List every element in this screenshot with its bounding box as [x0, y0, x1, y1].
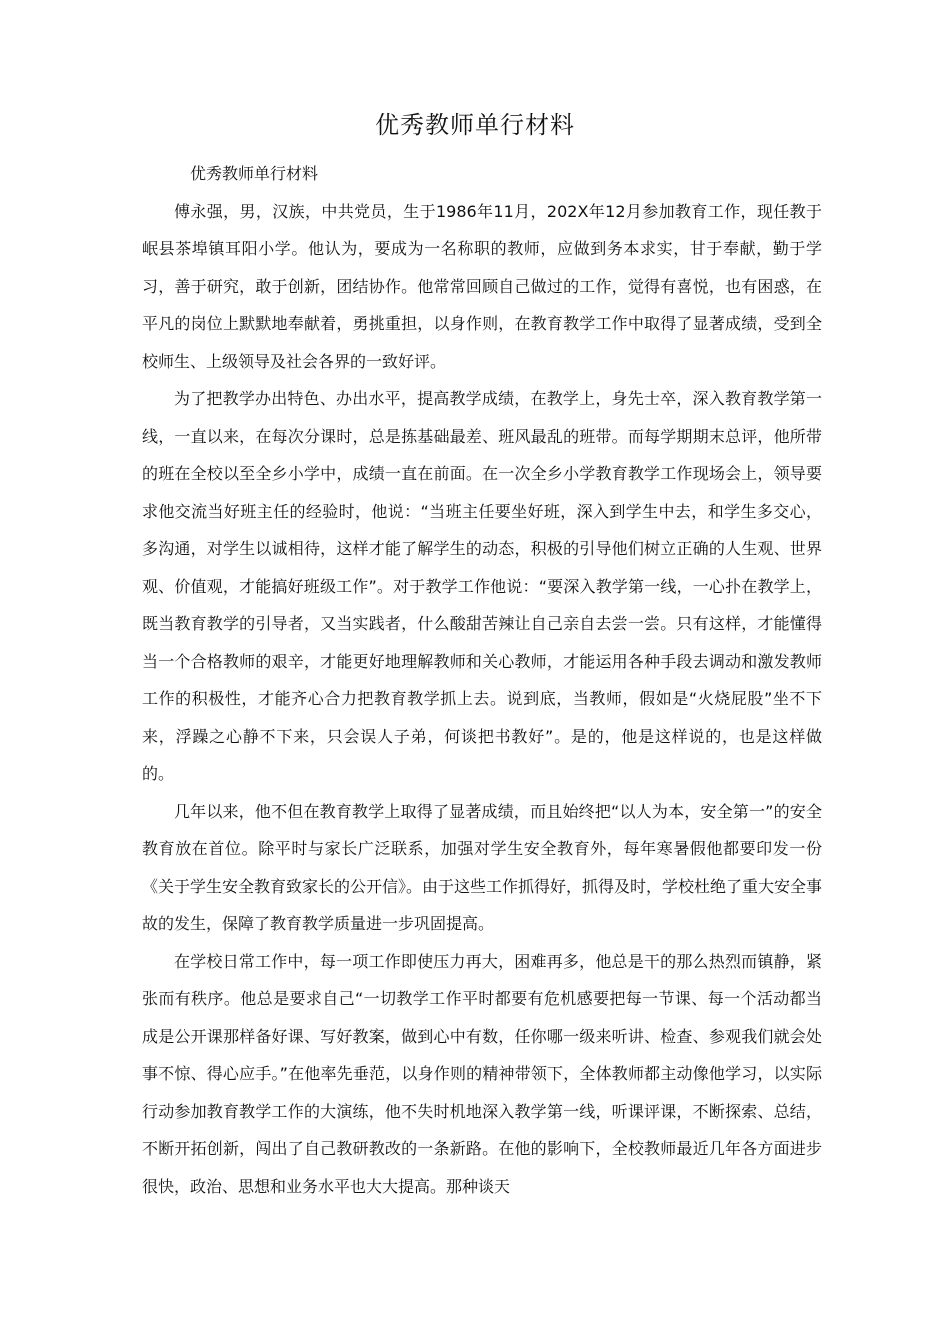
paragraph-teaching: 为了把教学办出特色、办出水平，提高教学成绩，在教学上，身先士卒，深入教育教学第一线，一直以来，在每次分课时，总是拣基础最差、班风最乱的班带。而每学期期末总评，他所带的班在全校以至全乡小学中，成绩一直在前面。在一次全乡小学教育教学工作现场会上，领导要求他交流当好班主任的经验时，他说：“当班主任要坐好班，深入到学生中去，和学生多交心，多沟通，对学生以诚相待，这样才能了解学生的动态，积极的引导他们树立正确的人生观、世界观、价值观，才能搞好班级工作”。对于教学工作他说：“要深入教学第一线，一心扑在教学上，既当教育教学的引导者，又当实践者，什么酸甜苦辣让自己亲自去尝一尝。只有这样，才能懂得当一个合格教师的艰辛，才能更好地理解教师和关心教师，才能运用各种手段去调动和激发教师工作的积极性，才能齐心合力把教育教学抓上去。说到底，当教师，假如是“火烧屁股”坐不下来，浮躁之心静不下来，只会误人子弟，何谈把书教好”。是的，他是这样说的，也是这样做的。 — [142, 389, 822, 783]
paragraph-daily-work: 在学校日常工作中，每一项工作即使压力再大，困难再多，他总是干的那么热烈而镇静，紧张而有秩序。他总是要求自己“一切教学工作平时都要有危机感要把每一节课、每一个活动都当成是公开课那样备好课、写好教案，做到心中有数，任你哪一级来听讲、检查、参观我们就会处事不惊、得心应手。”在他率先垂范，以身作则的精神带领下，全体教师都主动像他学习，以实际行动参加教育教学工作的大演练，他不失时机地深入教学第一线，听课评课，不断探索、总结，不断开拓创新，闯出了自己教研教改的一条新路。在他的影响下，全校教师最近几年各方面进步很快，政治、思想和业务水平也大大提高。那种谈天 — [142, 951, 822, 1196]
document-body — [142, 155, 822, 1205]
document-title: 优秀教师单行材料 — [375, 111, 575, 139]
paragraph-safety: 几年以来，他不但在教育教学上取得了显著成绩，而且始终把“以人为本，安全第一”的安全教育放在首位。除平时与家长广泛联系，加强对学生安全教育外，每年寒暑假他都要印发一份《关于学生安全教育致家长的公开信》。由于这些工作抓得好，抓得及时，学校杜绝了重大安全事故的发生，保障了教育教学质量进一步巩固提高。 — [142, 801, 823, 933]
paragraph-personal-info: 傅永强，男，汉族，中共党员，生于1986年11月，202X年12月参加教育工作，现任教于岷县茶埠镇耳阳小学。他认为，要成为一名称职的教师，应做到务本求实，甘于奉献，勤于学习，善于研究，敢于创新，团结协作。他常常回顾自己做过的工作，觉得有喜悦，也有困惑，在平凡的岗位上默默地奉献着，勇挑重担，以身作则，在教育教学工作中取得了显著成绩，受到全校师生、上级领导及社会各界的一致好评。 — [142, 201, 822, 371]
document-subtitle: 优秀教师单行材料 — [190, 164, 319, 183]
